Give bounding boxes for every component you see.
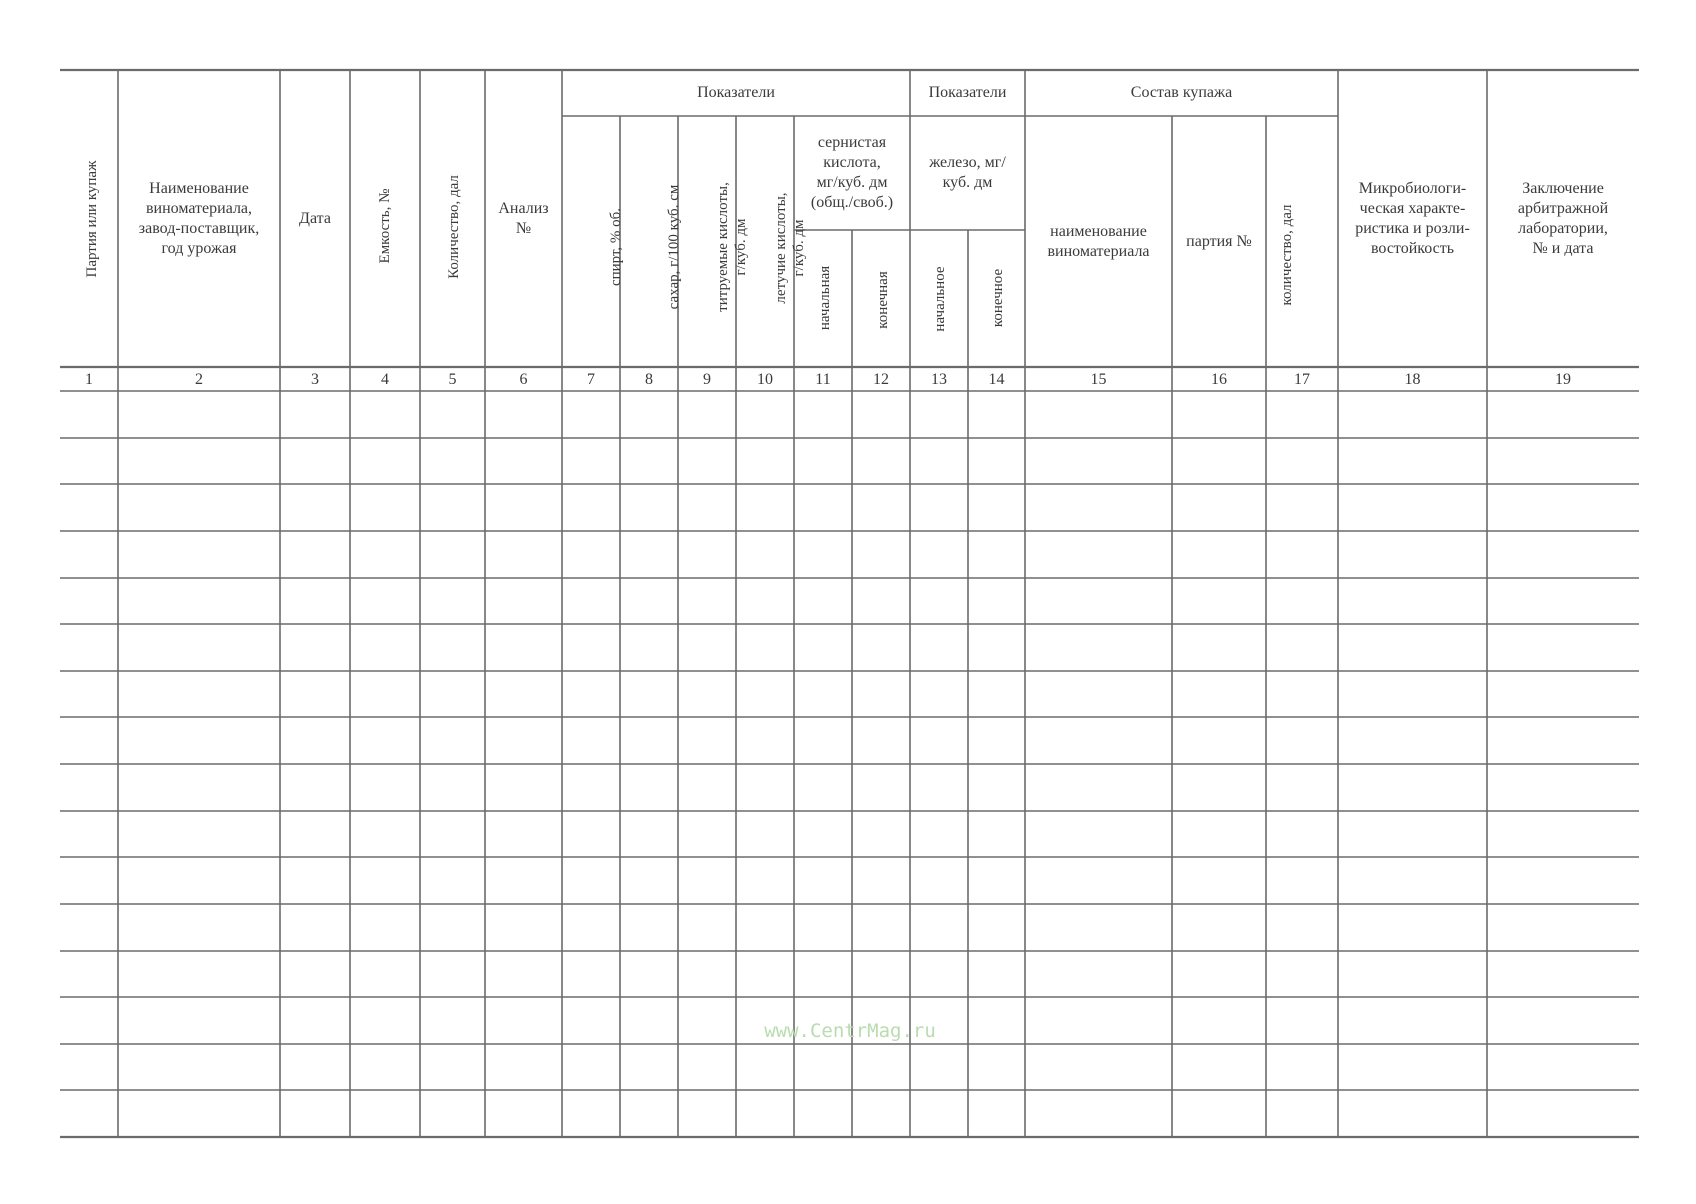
group-header-indicators: Показатели — [697, 84, 775, 101]
subheader-sulfurous-acid: сернистая кислота, мг/куб. дм (общ./своб.) — [810, 134, 894, 211]
col-header-17: количество, дал — [1279, 204, 1295, 306]
col-number-7: 7 — [587, 371, 595, 388]
col-header-3: Дата — [299, 209, 331, 227]
col-header-7: спирт, % об. — [608, 207, 624, 287]
col-header-5: Количество, дал — [446, 175, 462, 279]
col-header-12: конечная — [875, 271, 891, 329]
col-number-1: 1 — [85, 371, 93, 388]
col-header-16: партия № — [1186, 232, 1252, 250]
col-header-2: Наименование виноматериала, завод-поставщик, год урожая — [138, 179, 260, 257]
col-number-6: 6 — [519, 371, 528, 388]
col-header-10: летучие кислоты, г/куб. дм — [773, 192, 807, 304]
col-header-11: начальная — [817, 265, 833, 331]
col-number-2: 2 — [195, 371, 203, 388]
col-number-13: 13 — [931, 371, 947, 388]
group-header-blend-composition: Состав купажа — [1130, 84, 1233, 101]
watermark: www.CentrMag.ru — [764, 1020, 936, 1042]
col-header-1: Партия или купаж — [84, 160, 100, 278]
col-header-6: Анализ № — [498, 199, 549, 237]
col-number-8: 8 — [645, 371, 653, 388]
col-header-8: сахар, г/100 куб. см — [666, 184, 682, 310]
col-number-14: 14 — [988, 371, 1005, 388]
col-header-9: титруемые кислоты, г/куб. дм — [715, 182, 749, 312]
col-header-19: Заключение арбитражной лаборатории, № и дата — [1517, 179, 1609, 257]
col-header-18: Микробиологи- ческая характе- ристика и розли- востойкость — [1355, 179, 1470, 257]
col-header-13: начальное — [932, 266, 948, 332]
col-number-5: 5 — [448, 371, 457, 388]
col-number-9: 9 — [703, 371, 711, 388]
group-header-indicators-iron: Показатели — [928, 84, 1007, 101]
col-number-11: 11 — [815, 371, 831, 388]
col-number-3: 3 — [311, 371, 319, 388]
col-number-4: 4 — [381, 371, 389, 388]
col-number-15: 15 — [1090, 371, 1107, 388]
col-header-14: конечное — [990, 268, 1006, 328]
col-number-16: 16 — [1211, 371, 1227, 388]
col-number-18: 18 — [1404, 371, 1421, 388]
subheader-iron: железо, мг/ куб. дм — [929, 154, 1006, 191]
col-number-17: 17 — [1294, 371, 1310, 388]
col-number-10: 10 — [757, 371, 773, 388]
col-header-15: наименование виноматериала — [1047, 222, 1150, 260]
col-number-12: 12 — [873, 371, 889, 388]
col-number-19: 19 — [1555, 371, 1571, 388]
col-header-4: Емкость, № — [377, 188, 393, 264]
